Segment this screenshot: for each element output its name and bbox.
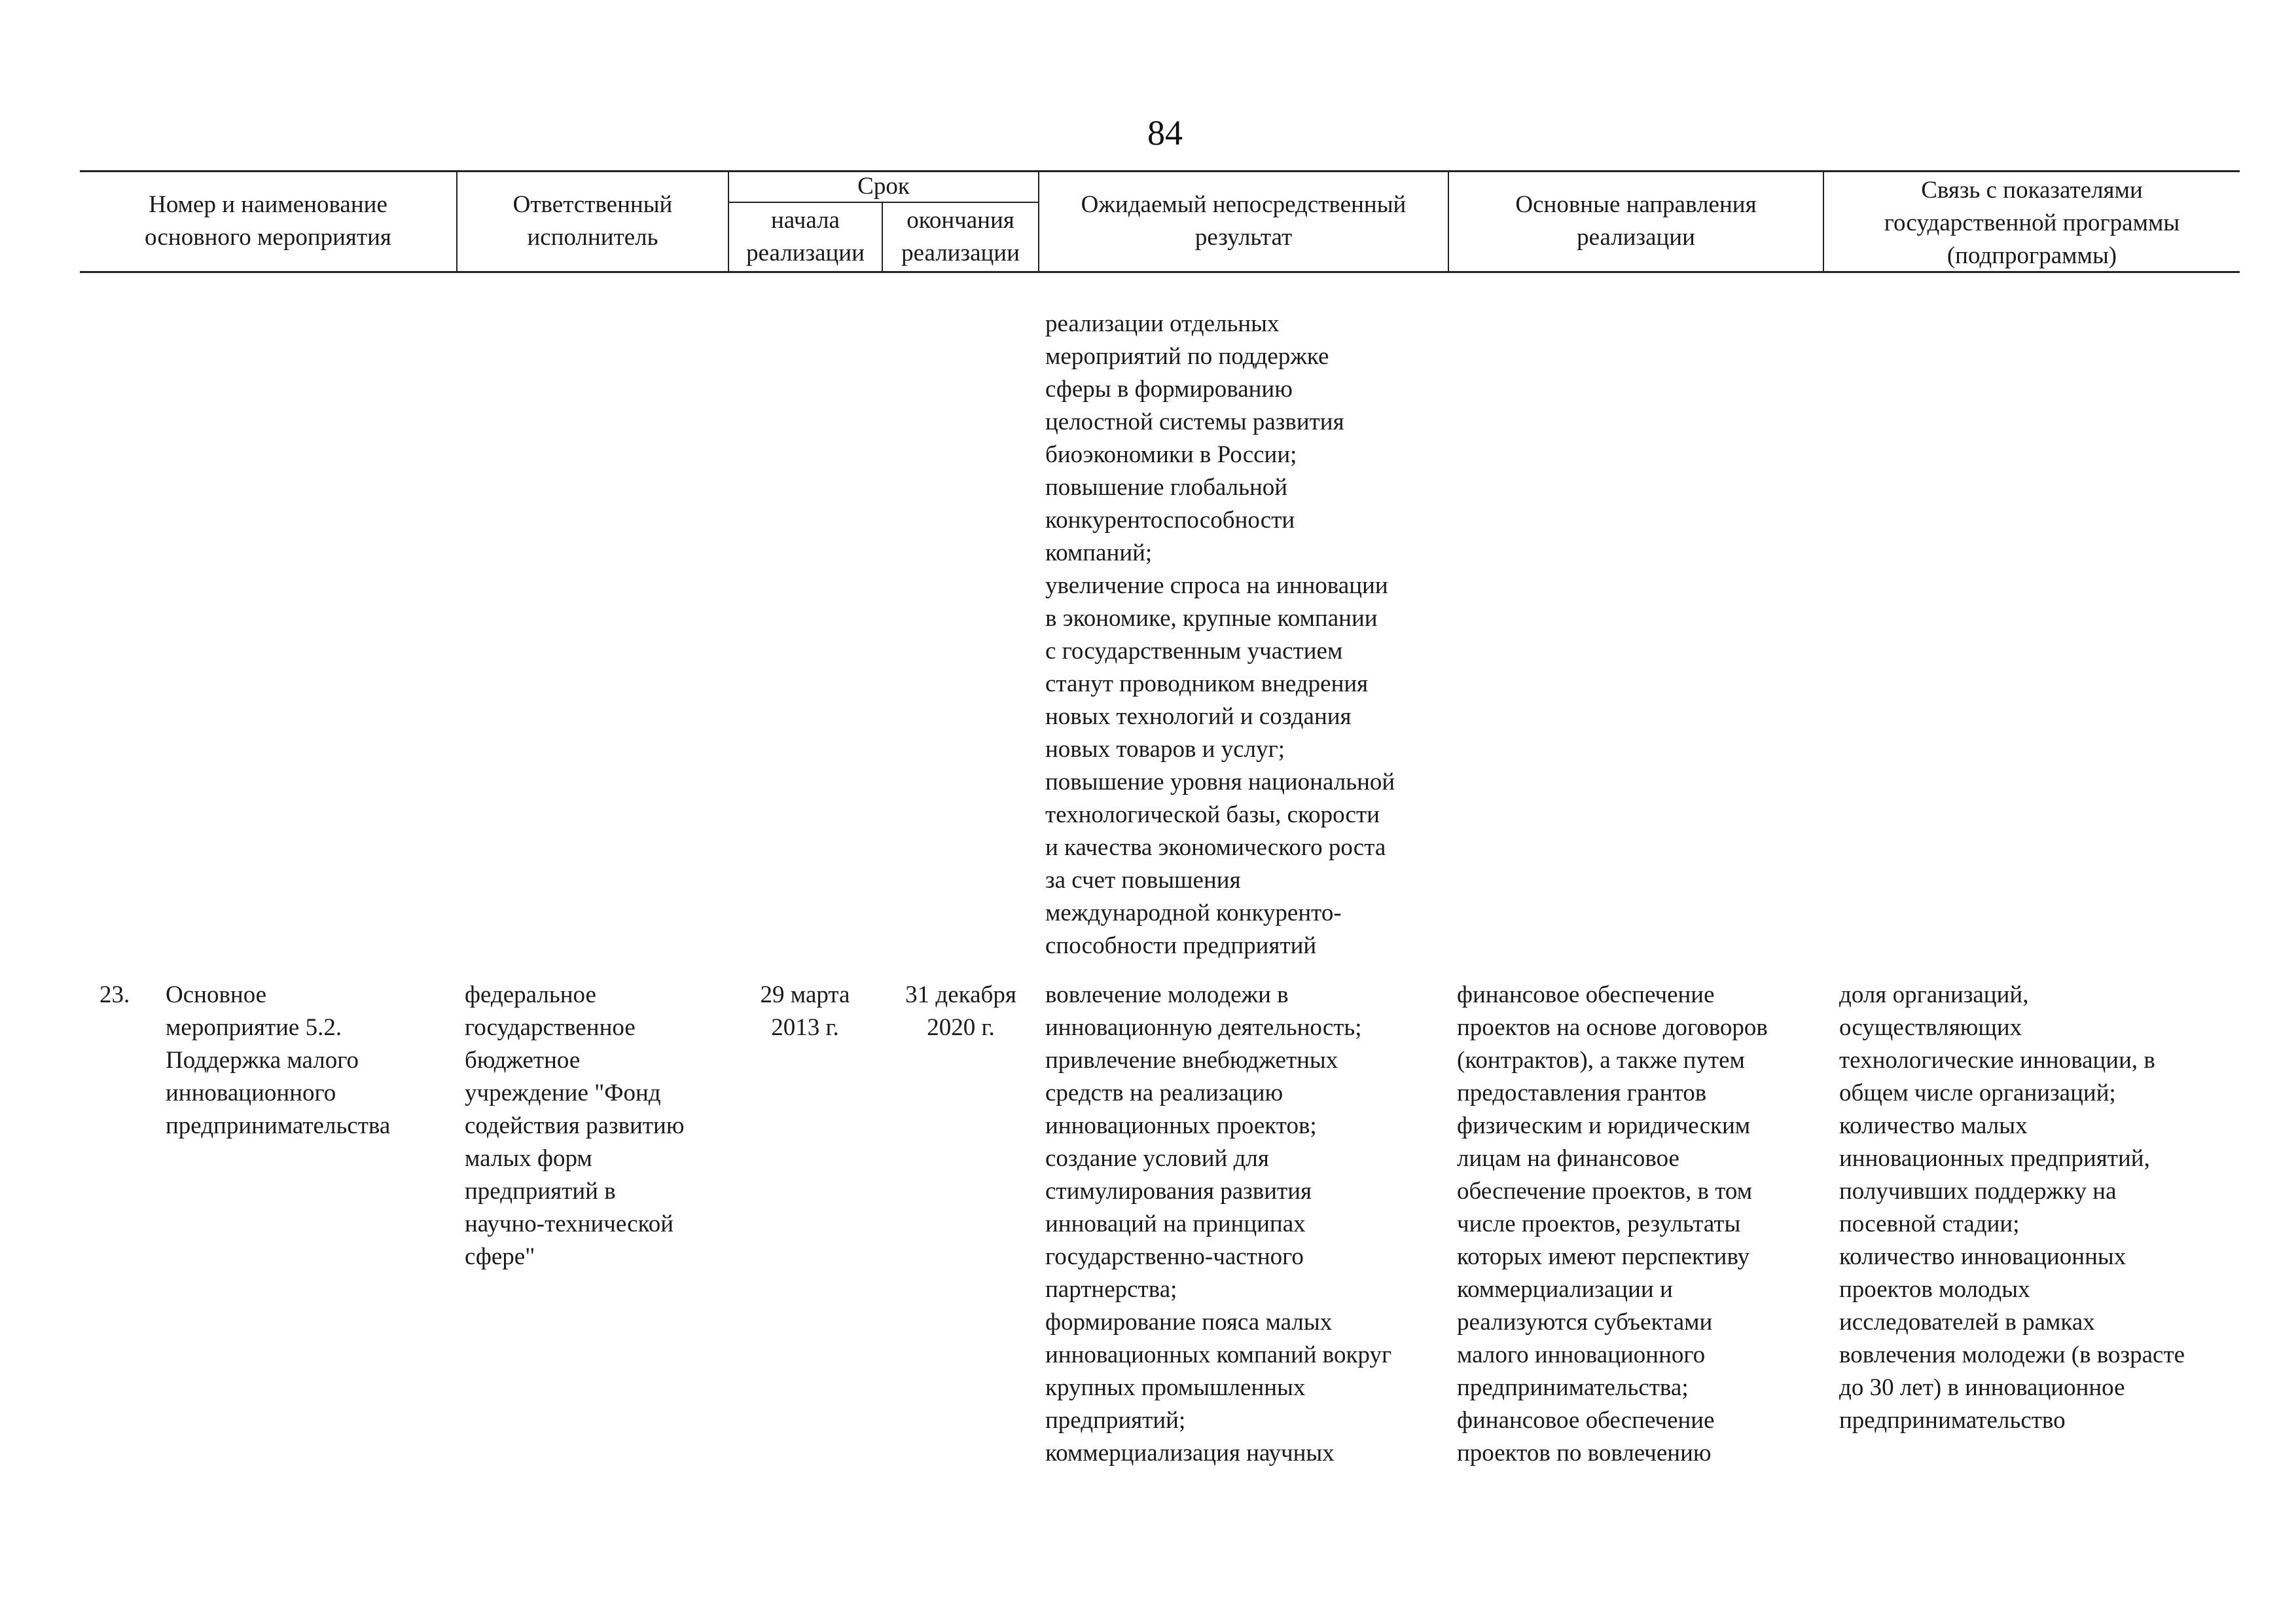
header-col-indicators: Связь с показателями государственной программы (подпрограммы) (1884, 177, 2180, 269)
continuation-result-text: реализации отдельных мероприятий по поддержке сферы в формированию целостной системы развития биоэкономики в России; повышение глобальной конкурентоспособности компаний; увеличение спроса на инновации в экономике, крупные компании с государственным участием станут проводником внедрения новых технологий и создания новых товаров и услуг; повышение уровня национальной технологической базы, скорости и качества экономического роста за счет повышения международной конкуренто- способности предприятий (1045, 310, 1395, 959)
row23-start-date: 29 марта 2013 г. (760, 981, 850, 1041)
term-subheader-rule (728, 202, 1038, 203)
page-number: 84 (1147, 113, 1183, 153)
header-col-number-name: Номер и наименование основного мероприятия (145, 191, 391, 251)
row23-directions: финансовое обеспечение проектов на основе договоров (контрактов), а также путем предоставления грантов физическим и юридическим лицам на финансовое обеспечение проектов, в том числе проектов, результаты которых имеют перспективу коммерциализации и реализуются субъектами малого инновационного предпринимательства; финансовое обеспечение проектов по вовлечению (1457, 981, 1768, 1467)
row23-result: вовлечение молодежи в инновационную деятельность; привлечение внебюджетных средств на реализацию инновационных проектов; создание условий для стимулирования развития инноваций на принципах государственно-частного партнерства; формирование пояса малых инновационных компаний вокруг крупных промышленных предприятий; коммерциализация научных (1045, 981, 1392, 1467)
header-col-directions: Основные направления реализации (1515, 191, 1757, 251)
header-col-result: Ожидаемый непосредственный результат (1081, 191, 1407, 251)
header-col-term: Срок (857, 173, 910, 200)
row23-end-date: 31 декабря 2020 г. (905, 981, 1016, 1041)
header-col-term-end: окончания реализации (901, 207, 1020, 266)
row23-name: Основное мероприятие 5.2. Поддержка малого инновационного предпринимательства (166, 981, 391, 1139)
header-top-rule (80, 170, 2240, 172)
row23-number: 23. (99, 981, 130, 1008)
header-col-term-start: начала реализации (746, 207, 865, 266)
row23-executor: федеральное государственное бюджетное учреждение "Фонд содействия развитию малых форм предприятий в научно-технической сфере" (465, 981, 685, 1270)
row23-indicators: доля организаций, осуществляющих технологические инновации, в общем числе организаций; количество малых инновационных предприятий, получивших поддержку на посевной стадии; количество инновационных проектов молодых исследователей в рамках вовлечения молодежи (в возрасте до 30 лет) в инновационное предпринимательство (1839, 981, 2185, 1434)
header-col-executor: Ответственный исполнитель (512, 191, 673, 251)
